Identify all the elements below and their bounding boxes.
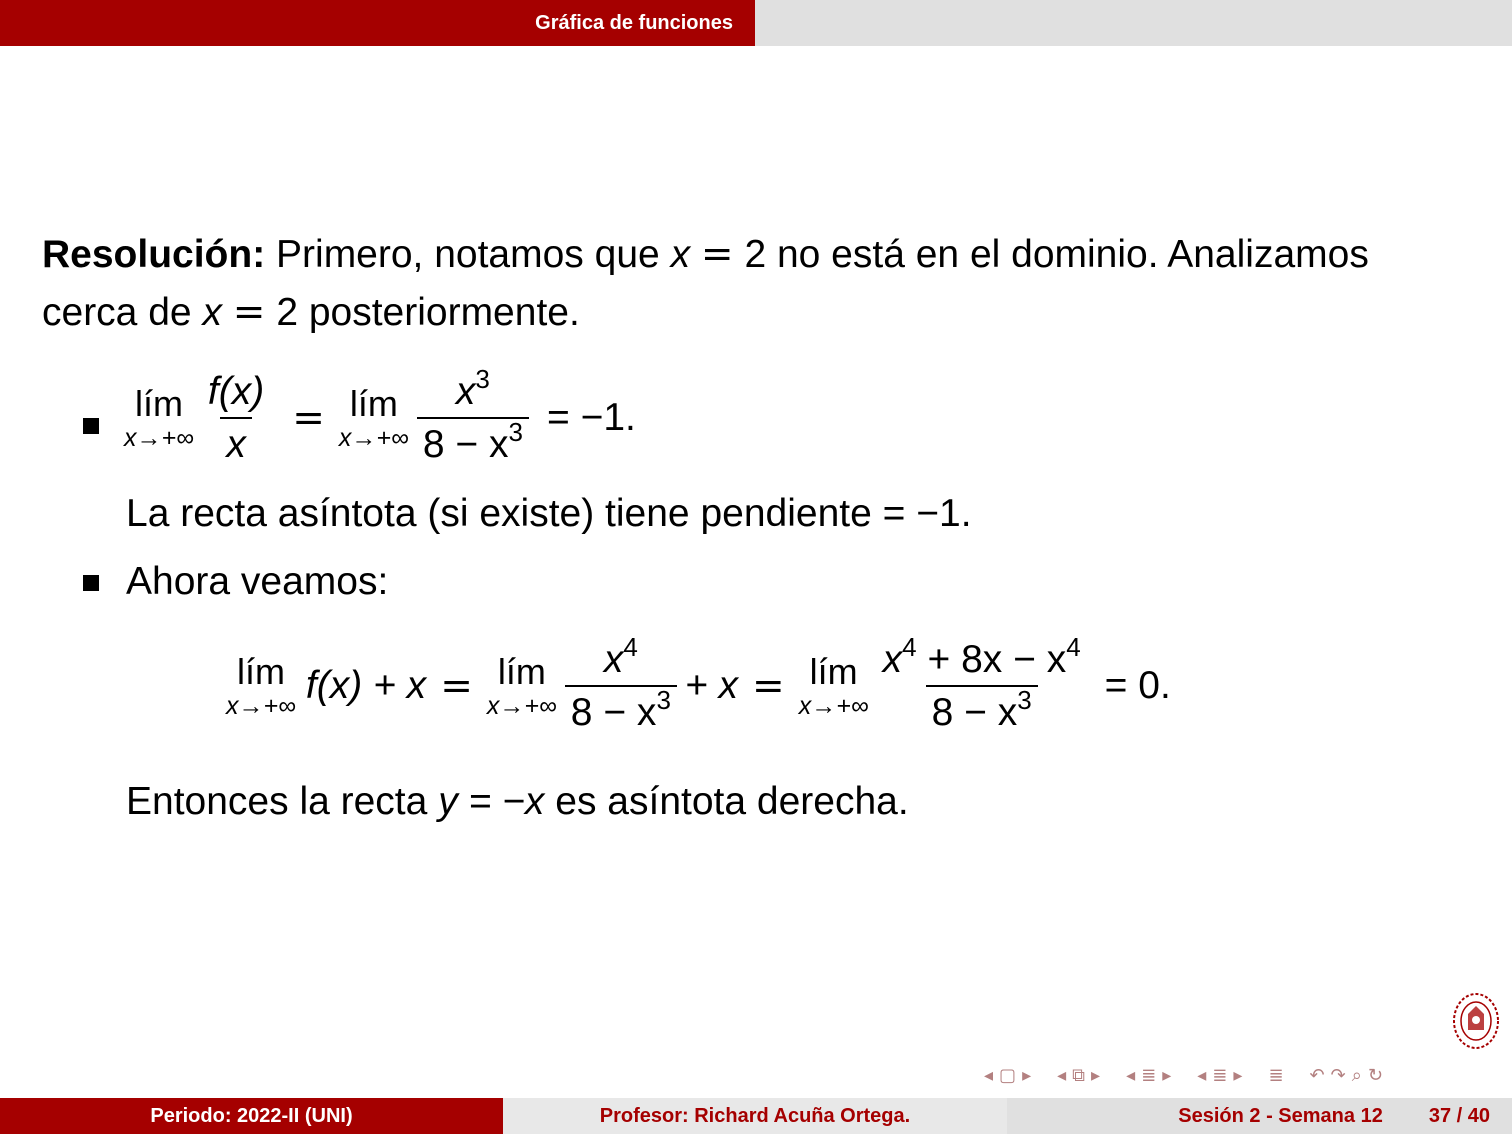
slide-header xyxy=(0,0,1512,46)
var-x: x xyxy=(670,233,691,276)
nav-frame-icon[interactable]: ▢ xyxy=(999,1064,1017,1085)
intercept-result: = 0. xyxy=(1104,664,1171,707)
header-bar xyxy=(755,0,1512,46)
slope-statement: La recta asíntota (si existe) tiene pendiente = −1. xyxy=(126,492,972,535)
nav-subsection-prev-icon[interactable]: ◂ xyxy=(1057,1064,1067,1085)
fraction-fx-over-x: $\frac{f(x)}{x}$ xyxy=(207,370,265,466)
nav-zoom-icon[interactable]: ↻ xyxy=(1367,1064,1383,1085)
equals-sign: = xyxy=(700,232,734,277)
limit-operator: lím x→+∞ xyxy=(124,382,194,452)
nav-next-icon[interactable]: ▸ xyxy=(1022,1064,1032,1085)
nav-forward-icon[interactable]: ↷ xyxy=(1330,1064,1346,1085)
page-number: 37 / 40 xyxy=(1428,1104,1490,1127)
intro-text-3: cerca de xyxy=(42,291,192,334)
intro-text-4: 2 posteriormente. xyxy=(276,291,580,334)
limit-operator-3: lím x→+∞ xyxy=(226,650,296,720)
slope-result: = −1. xyxy=(546,396,636,439)
nav-section-icon[interactable]: ≣ xyxy=(1141,1064,1157,1085)
slide-footer xyxy=(0,1098,1512,1134)
nav-section-next-icon[interactable]: ▸ xyxy=(1162,1064,1172,1085)
slope-limit-formula: lím x→+∞ $\frac{f(x)}{x}$ = lím x→+∞ $\frac{x^3}{8 - x^3}$ = −1. xyxy=(124,364,636,466)
intro-text-2: 2 no está en el dominio. Analizamos xyxy=(744,233,1369,276)
equals-sign-2: = xyxy=(232,290,266,335)
footer-session: Sesión 2 - Semana 12 37 / 40 xyxy=(1007,1098,1512,1134)
conclusion: Entonces la recta y = −x es asíntota derecha. xyxy=(126,780,909,823)
nav-back-icon[interactable]: ↶ xyxy=(1309,1064,1325,1085)
resolution-label: Resolución: xyxy=(42,233,266,276)
fraction-combined: $\frac{x^4 + 8x - x^4}{8 - x^3}$ xyxy=(882,632,1081,734)
nav-subsection-icon[interactable]: ⧉ xyxy=(1072,1064,1086,1085)
footer-period: Periodo: 2022-II (UNI) xyxy=(0,1098,503,1134)
now-see-text: Ahora veamos: xyxy=(126,560,389,603)
header-title: Gráfica de funciones xyxy=(0,0,755,46)
asymptote-equation: y = −x xyxy=(438,780,545,823)
var-x-2: x xyxy=(202,291,222,334)
fraction-x3: $\frac{x^3}{8 - x^3}$ xyxy=(417,372,529,464)
fraction-x4: $\frac{x^4}{8 - x^3}$ xyxy=(565,640,677,732)
nav-part-prev-icon[interactable]: ◂ xyxy=(1197,1064,1207,1085)
nav-part-next-icon[interactable]: ▸ xyxy=(1233,1064,1243,1085)
bullet-1 xyxy=(83,418,99,434)
nav-search-icon[interactable]: ⌕ xyxy=(1351,1064,1362,1085)
limit-operator-5: lím x→+∞ xyxy=(798,650,869,720)
limit-operator-2: lím x→+∞ xyxy=(338,382,409,452)
intercept-limit-formula: lím x→+∞ f(x) + x = lím x→+∞ $\frac{x^4}{8 - x^3}$ + x = lím x→+∞ $\frac{x^4 + 8x - x^4}{8 - x^3}$ = 0. xyxy=(226,632,1171,734)
nav-part-icon[interactable]: ≣ xyxy=(1212,1064,1228,1085)
beamer-navigation xyxy=(984,1064,1383,1086)
nav-section-prev-icon[interactable]: ◂ xyxy=(1126,1064,1136,1085)
footer-professor: Profesor: Richard Acuña Ortega. xyxy=(503,1098,1007,1134)
intro-text-1: Primero, notamos que xyxy=(276,233,660,276)
limit-operator-4: lím x→+∞ xyxy=(486,650,557,720)
nav-toc-icon[interactable]: ≣ xyxy=(1268,1064,1284,1085)
nav-subsection-next-icon[interactable]: ▸ xyxy=(1091,1064,1101,1085)
nav-prev-icon[interactable]: ◂ xyxy=(984,1064,994,1085)
resolution-paragraph xyxy=(42,226,1482,342)
university-seal-icon xyxy=(1452,992,1500,1050)
bullet-2 xyxy=(83,575,99,591)
